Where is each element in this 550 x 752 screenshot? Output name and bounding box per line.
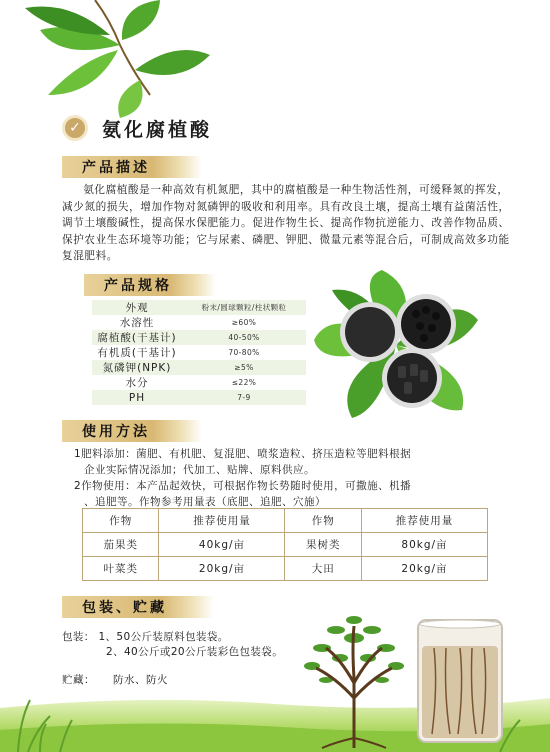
section-header-specs <box>84 274 216 296</box>
dosage-table <box>82 508 488 581</box>
table-header-row: 作物 推荐使用量 作物 推荐使用量 <box>83 509 488 533</box>
packaging-line-2: 2、40公斤或20公斤装彩色包装袋。 <box>106 646 284 658</box>
section-header-label: 产品规格 <box>104 278 172 294</box>
section-header-label: 产品描述 <box>82 160 150 176</box>
section-header-packaging <box>62 596 214 618</box>
section-header-label: 使用方法 <box>82 424 150 440</box>
storage-text: 贮藏： 防水、防火 <box>62 674 168 686</box>
table-row: 外观 粉末/圆球颗粒/柱状颗粒 <box>92 300 306 315</box>
table-row: 茄果类 40kg/亩 果树类 80kg/亩 <box>83 533 488 557</box>
table-row: 叶菜类 20kg/亩 大田 20kg/亩 <box>83 557 488 581</box>
table-row: 水溶性 ≥60% <box>119 317 257 329</box>
table-row: 水分 ≤22% <box>125 377 257 389</box>
leaves-decoration <box>0 0 215 120</box>
table-row: 有机质(干基计) 70-80% <box>97 347 260 359</box>
product-image <box>312 270 480 420</box>
check-icon: ✓ <box>62 115 88 141</box>
title-row <box>62 110 212 146</box>
table-row: PH 7-9 <box>92 390 306 405</box>
table-row: 氮磷钾(NPK) ≥5% <box>92 360 306 375</box>
page-title: 氨化腐植酸 <box>102 118 213 141</box>
usage-line: 企业实际情况添加；代加工、贴牌、原料供应。 <box>84 464 315 476</box>
usage-text <box>74 446 514 510</box>
packaging-line-1: 包装： 1、50公斤装原料包装袋。 <box>62 631 229 643</box>
table-row: 腐植酸(干基计) 40-50% <box>92 330 306 345</box>
usage-line: 2作物使用：本产品起效快，可根据作物长势随时使用，可撒施、机播 <box>74 480 412 492</box>
usage-line: 、追肥等。作物参考用量表（底肥、追肥、穴施） <box>84 496 326 508</box>
section-header-description <box>62 156 202 178</box>
section-header-label: 包装、贮藏 <box>82 600 167 616</box>
usage-line: 1肥料添加：菌肥、有机肥、复混肥、喷浆造粒、挤压造粒等肥料根据 <box>74 448 412 460</box>
spec-table <box>92 300 306 405</box>
description-text: 氨化腐植酸是一种高效有机氮肥，其中的腐植酸是一种生物活性剂，可缓释氮的挥发，减少氮的损失，增加作物对氮磷钾的吸收和利用率。具有改良土壤，提高土壤有益菌活性，调节土壤酸碱性，提高保水保肥能力。促进作物生长、提高作物抗逆能力、改善作物品质、保护农业生态环境等功能；它与尿素、磷肥、钾肥、微量元素等混合后，可制成高效多功能复混肥料。 <box>62 184 510 262</box>
tree-illustration <box>296 608 412 750</box>
beaker-illustration <box>414 616 506 746</box>
section-header-usage <box>62 420 202 442</box>
